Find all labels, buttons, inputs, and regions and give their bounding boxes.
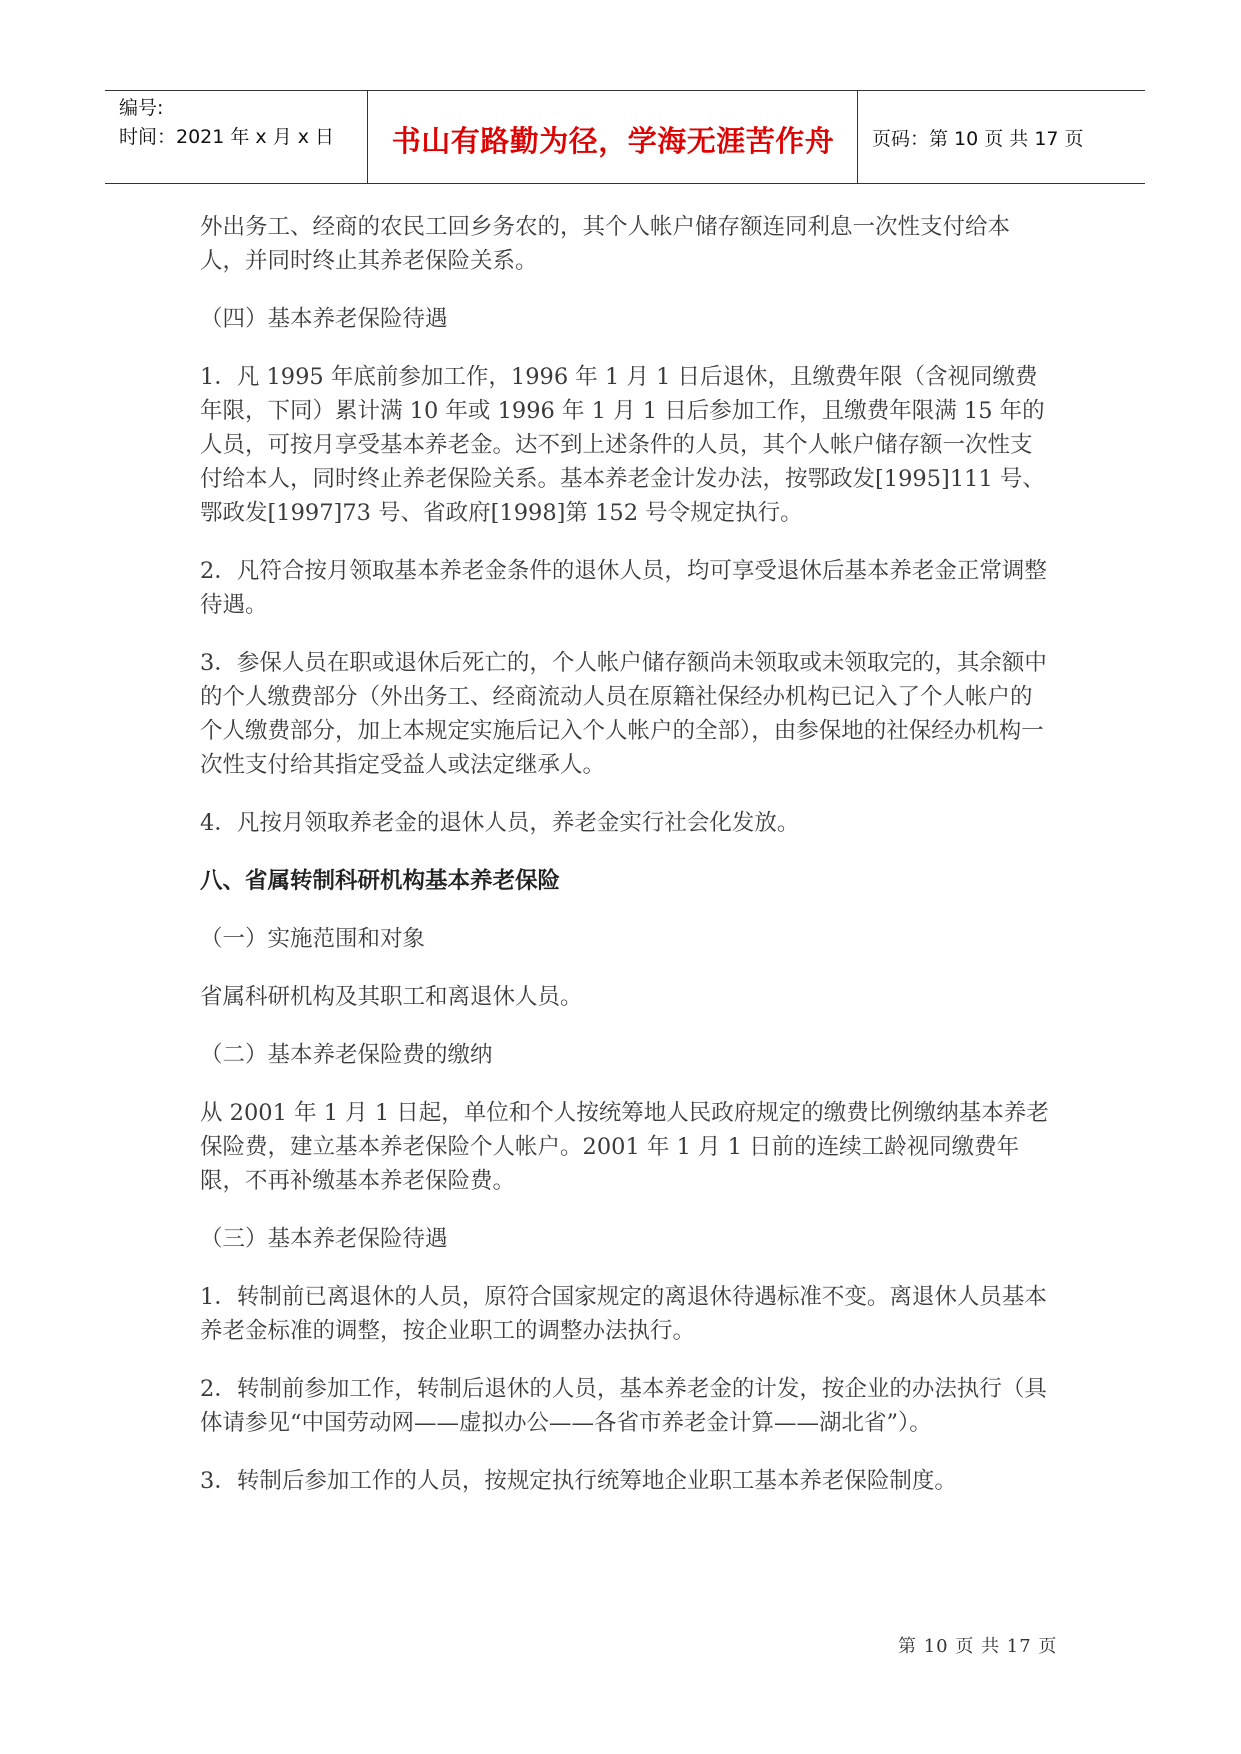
paragraph: 从 2001 年 1 月 1 日起，单位和个人按统筹地人民政府规定的缴费比例缴纳基本养老保险费，建立基本养老保险个人帐户。2001 年 1 月 1 日前的连续工龄视同缴费年限，不再补缴基本养老保险费。 (200, 1100, 1049, 1194)
header-page-cell (858, 91, 1145, 183)
document-body (200, 210, 1050, 1498)
motto: 书山有路勤为径，学海无涯苦作舟 (391, 124, 835, 158)
time-label: 时间：2021 年 x 月 x 日 (119, 126, 335, 148)
section-heading: （三）基本养老保险待遇 (200, 1226, 448, 1252)
paragraph: 1．凡 1995 年底前参加工作，1996 年 1 月 1 日后退休，且缴费年限（含视同缴费年限，下同）累计满 10 年或 1996 年 1 月 1 日后参加工作，且缴费年限满 15 年的人员，可按月享受基本养老金。达不到上述条件的人员，其个人帐户储存额一次性支付给本人，同时终止养老保险关系。基本养老金计发办法，按鄂政发[1995]111 号、鄂政发[1997]73 号、省政府[1998]第 152 号令规定执行。 (200, 364, 1045, 526)
header-info-cell (105, 91, 368, 183)
chapter-heading: 八、省属转制科研机构基本养老保险 (200, 868, 561, 894)
number-label: 编号: (119, 97, 164, 119)
paragraph: 3．转制后参加工作的人员，按规定执行统筹地企业职工基本养老保险制度。 (200, 1468, 957, 1494)
section-heading: （四）基本养老保险待遇 (200, 306, 448, 332)
header-table (105, 90, 1145, 184)
paragraph: 2．凡符合按月领取基本养老金条件的退休人员，均可享受退休后基本养老金正常调整待遇。 (200, 558, 1047, 618)
paragraph: 4．凡按月领取养老金的退休人员，养老金实行社会化发放。 (200, 810, 800, 836)
paragraph: 省属科研机构及其职工和离退休人员。 (200, 984, 583, 1010)
paragraph: 外出务工、经商的农民工回乡务农的，其个人帐户储存额连同利息一次性支付给本人，并同时终止其养老保险关系。 (200, 214, 1011, 274)
paragraph: 2．转制前参加工作，转制后退休的人员，基本养老金的计发，按企业的办法执行（具体请参见“中国劳动网——虚拟办公——各省市养老金计算——湖北省”）。 (200, 1376, 1047, 1436)
section-heading: （二）基本养老保险费的缴纳 (200, 1042, 493, 1068)
paragraph: 1．转制前已离退休的人员，原符合国家规定的离退休待遇标准不变。离退休人员基本养老金标准的调整，按企业职工的调整办法执行。 (200, 1284, 1047, 1344)
paragraph: 3．参保人员在职或退休后死亡的，个人帐户储存额尚未领取或未领取完的，其余额中的个人缴费部分（外出务工、经商流动人员在原籍社保经办机构已记入了个人帐户的个人缴费部分，加上本规定实施后记入个人帐户的全部），由参保地的社保经办机构一次性支付给其指定受益人或法定继承人。 (200, 650, 1047, 778)
header-motto-cell (368, 91, 858, 183)
section-heading: （一）实施范围和对象 (200, 926, 426, 952)
page-number-label: 页码：第 10 页 共 17 页 (872, 128, 1084, 150)
page-footer: 第 10 页 共 17 页 (898, 1636, 1058, 1657)
